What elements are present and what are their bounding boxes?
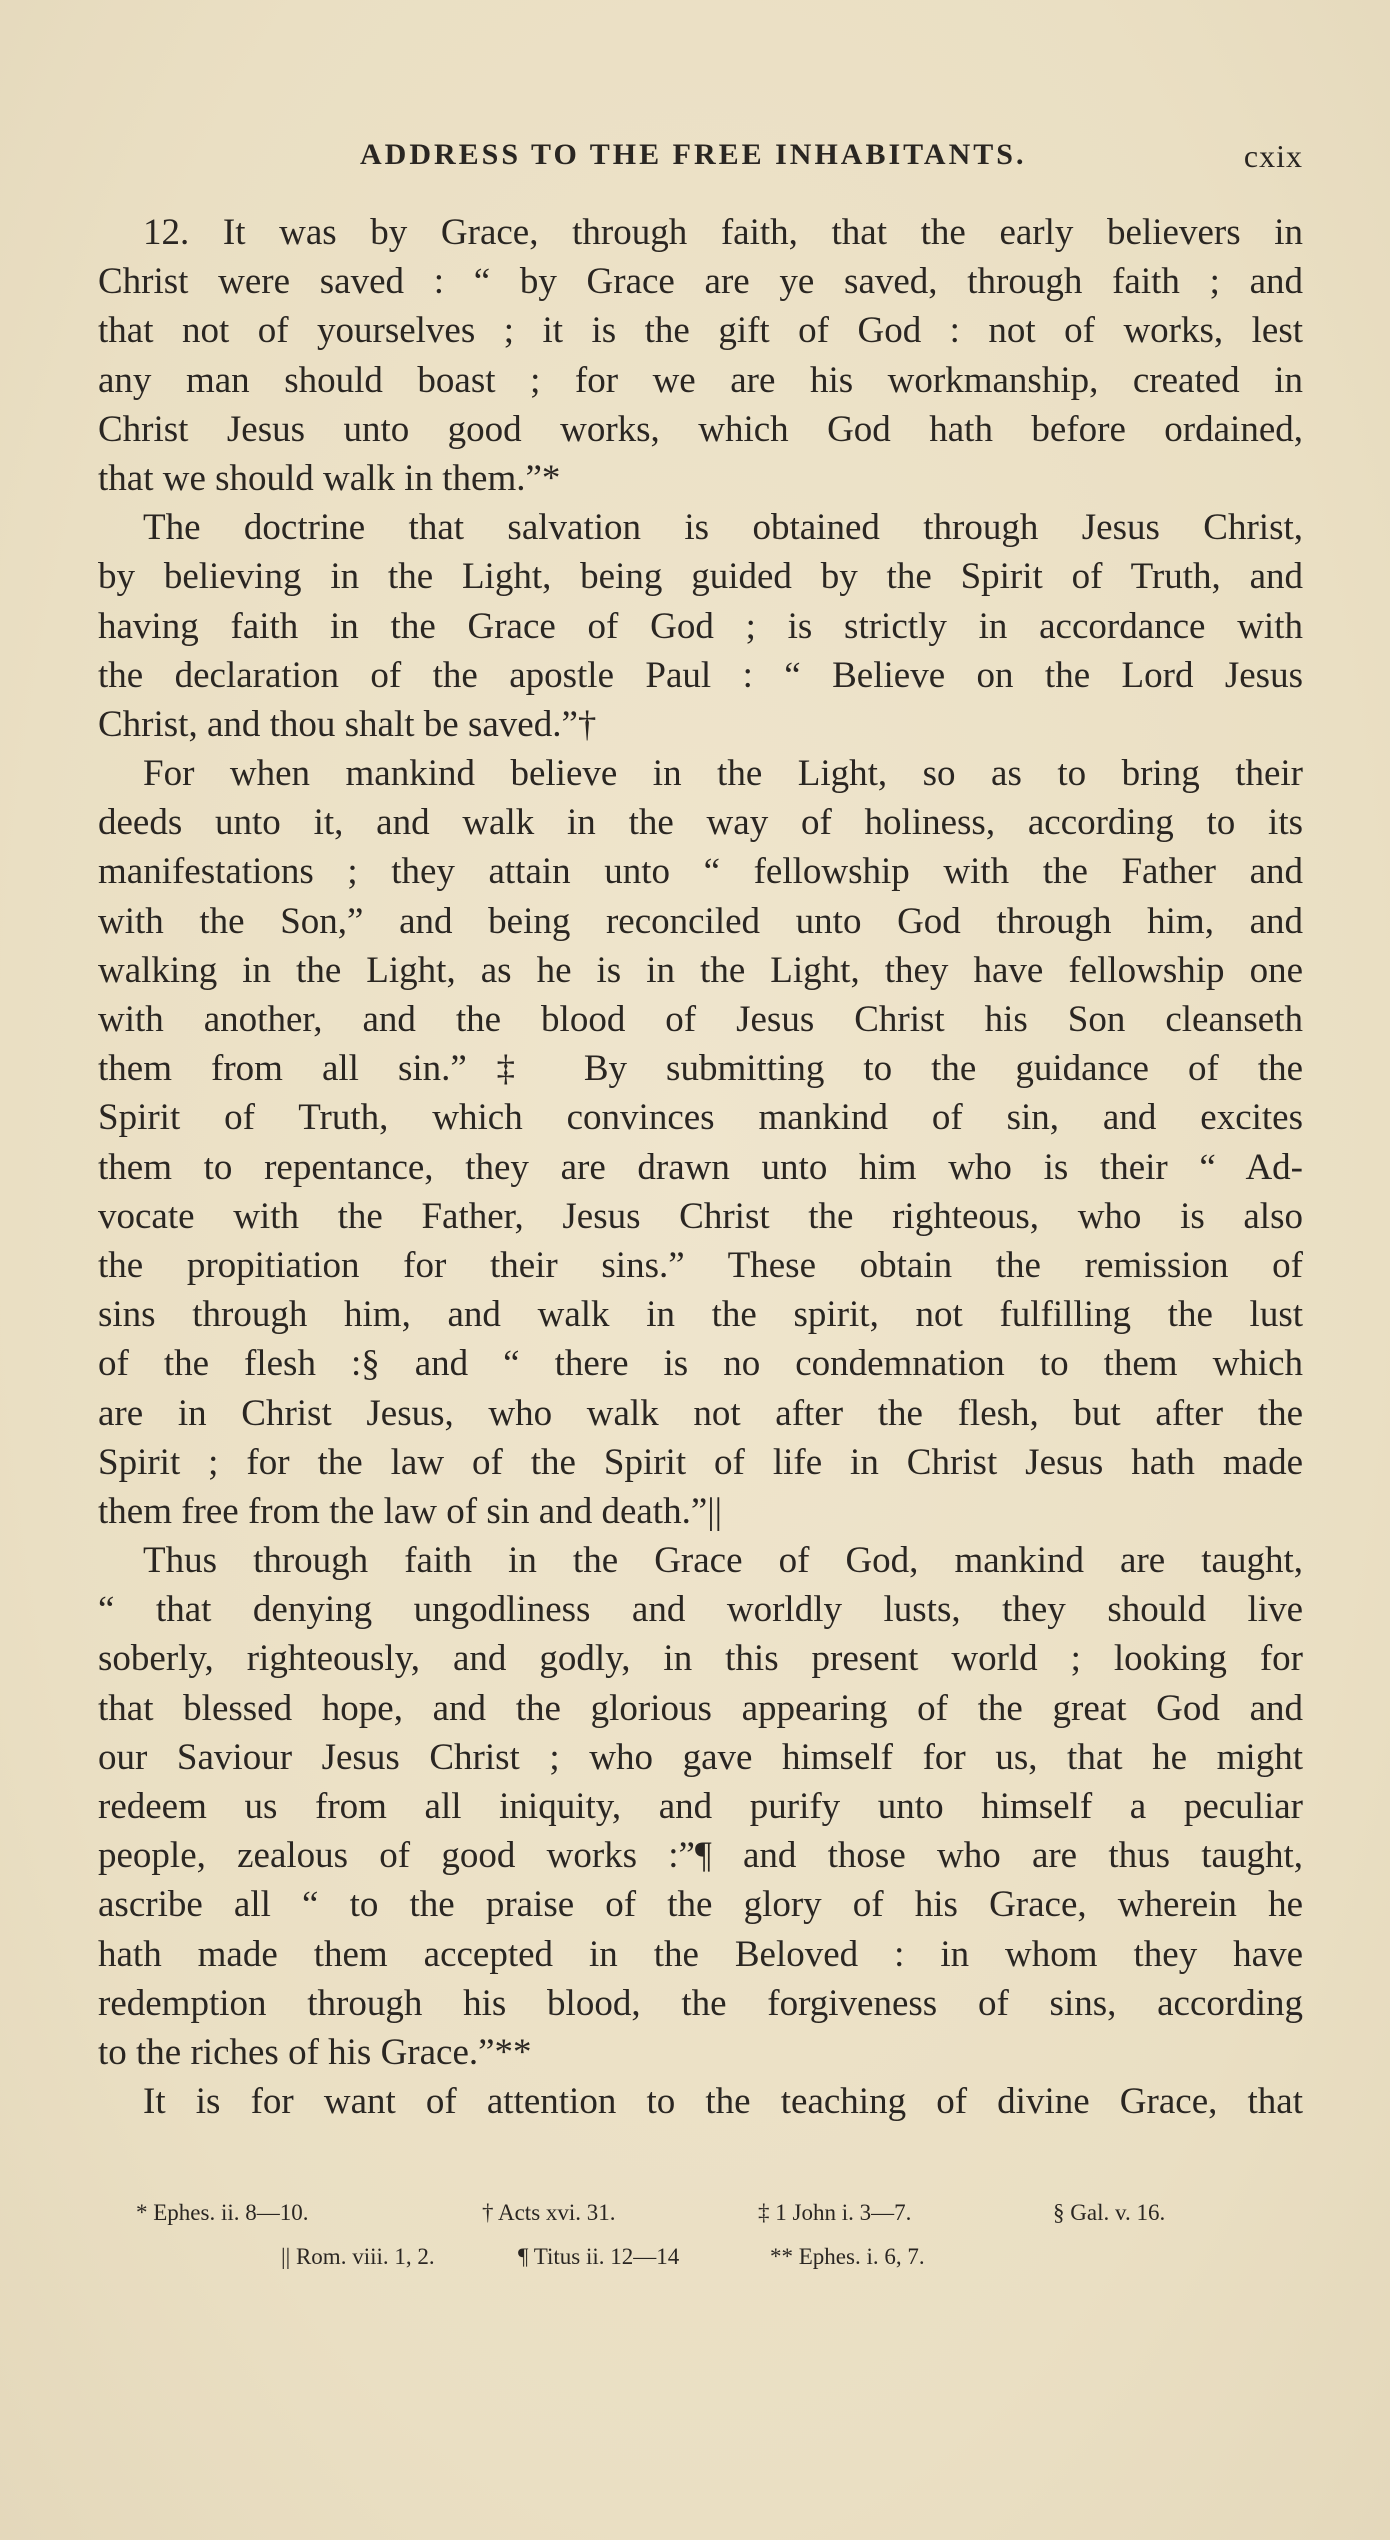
text-line: them to repentance, they are drawn unto him who is their “ Ad- xyxy=(98,1146,1303,1188)
text-line: Spirit of Truth, which convinces mankind of sin, and excites xyxy=(98,1097,1303,1139)
text-line: walking in the Light, as he is in the Light, they have fellowship one xyxy=(98,949,1303,991)
footnote-ephes-i: ** Ephes. i. 6, 7. xyxy=(770,2244,925,2269)
text-line: any man should boast ; for we are his workmanship, created in xyxy=(98,359,1303,401)
text-line: ascribe all “ to the praise of the glory of his Grace, wherein he xyxy=(98,1884,1303,1926)
text-line: are in Christ Jesus, who walk not after the flesh, but after the xyxy=(98,1392,1303,1434)
text-line: Spirit ; for the law of the Spirit of life in Christ Jesus hath made xyxy=(98,1441,1303,1483)
text-line: the declaration of the apostle Paul : “ Believe on the Lord Jesus xyxy=(98,654,1303,696)
text-line: of the flesh :§ and “ there is no condemnation to them which xyxy=(98,1343,1303,1385)
paragraph-start: Thus through faith in the Grace of God, mankind are taught, xyxy=(143,1540,1303,1582)
text-line: people, zealous of good works :”¶ and those who are thus taught, xyxy=(98,1835,1303,1877)
running-head xyxy=(98,138,1303,184)
text-line: that not of yourselves ; it is the gift of God : not of works, lest xyxy=(98,310,1303,352)
text-line: with another, and the blood of Jesus Christ his Son cleanseth xyxy=(98,999,1303,1040)
body-text xyxy=(98,208,1303,2126)
text-line: them from all sin.”‡ By submitting to the guidance of the xyxy=(98,1048,1303,1090)
text-line: deeds unto it, and walk in the way of holiness, according to its xyxy=(98,802,1303,844)
footnote-gal: § Gal. v. 16. xyxy=(1053,2200,1166,2225)
footnote-titus: ¶ Titus ii. 12—14 xyxy=(518,2244,680,2269)
page-number: cxix xyxy=(1243,138,1303,174)
text-line: Christ Jesus unto good works, which God hath before ordained, xyxy=(98,408,1303,450)
paragraph-start: It is for want of attention to the teaching of divine Grace, that xyxy=(143,2081,1303,2123)
paragraph-12-start: 12. It was by Grace, through faith, that the early believers in xyxy=(143,212,1303,253)
footnote-row xyxy=(98,2244,1303,2288)
text-line: vocate with the Father, Jesus Christ the righteous, who is also xyxy=(98,1195,1303,1237)
text-line: that blessed hope, and the glorious appearing of the great God and xyxy=(98,1687,1303,1729)
text-line: by believing in the Light, being guided by the Spirit of Truth, and xyxy=(98,556,1303,598)
text-line: manifestations ; they attain unto “ fellowship with the Father and xyxy=(98,851,1303,893)
footnote-rom: || Rom. viii. 1, 2. xyxy=(281,2244,435,2269)
text-line: with the Son,” and being reconciled unto God through him, and xyxy=(98,900,1303,942)
footnote-1-john: ‡ 1 John i. 3—7. xyxy=(758,2200,912,2225)
running-title: ADDRESS TO THE FREE INHABITANTS. xyxy=(360,138,1027,171)
text-line: “ that denying ungodliness and worldly lusts, they should live xyxy=(98,1589,1303,1631)
text-line: the propitiation for their sins.” These obtain the remission of xyxy=(98,1244,1303,1286)
text-line: hath made them accepted in the Beloved : in whom they have xyxy=(98,1933,1303,1975)
text-line: sins through him, and walk in the spirit, not fulfilling the lust xyxy=(98,1294,1303,1336)
footnote-acts: † Acts xvi. 31. xyxy=(482,2200,616,2225)
footnote-row xyxy=(98,2200,1303,2244)
paragraph-start: The doctrine that salvation is obtained through Jesus Christ, xyxy=(143,507,1303,549)
text-line: having faith in the Grace of God ; is strictly in accordance with xyxy=(98,605,1303,647)
paragraph-start: For when mankind believe in the Light, so as to bring their xyxy=(143,753,1303,795)
text-line: that we should walk in them.”* xyxy=(98,457,561,499)
text-line: Christ were saved : “ by Grace are ye saved, through faith ; and xyxy=(98,261,1303,303)
text-line: redemption through his blood, the forgiveness of sins, according xyxy=(98,1982,1303,2024)
text-line: them free from the law of sin and death.”|| xyxy=(98,1490,723,1532)
text-line: redeem us from all iniquity, and purify unto himself a peculiar xyxy=(98,1786,1303,1827)
footnote-ephes-ii: * Ephes. ii. 8—10. xyxy=(136,2200,309,2225)
text-line: Christ, and thou shalt be saved.”† xyxy=(98,703,597,745)
text-line: our Saviour Jesus Christ ; who gave himself for us, that he might xyxy=(98,1736,1303,1778)
text-line: soberly, righteously, and godly, in this present world ; looking for xyxy=(98,1638,1303,1680)
text-line: to the riches of his Grace.”** xyxy=(98,2031,532,2073)
footnotes xyxy=(98,2200,1303,2288)
